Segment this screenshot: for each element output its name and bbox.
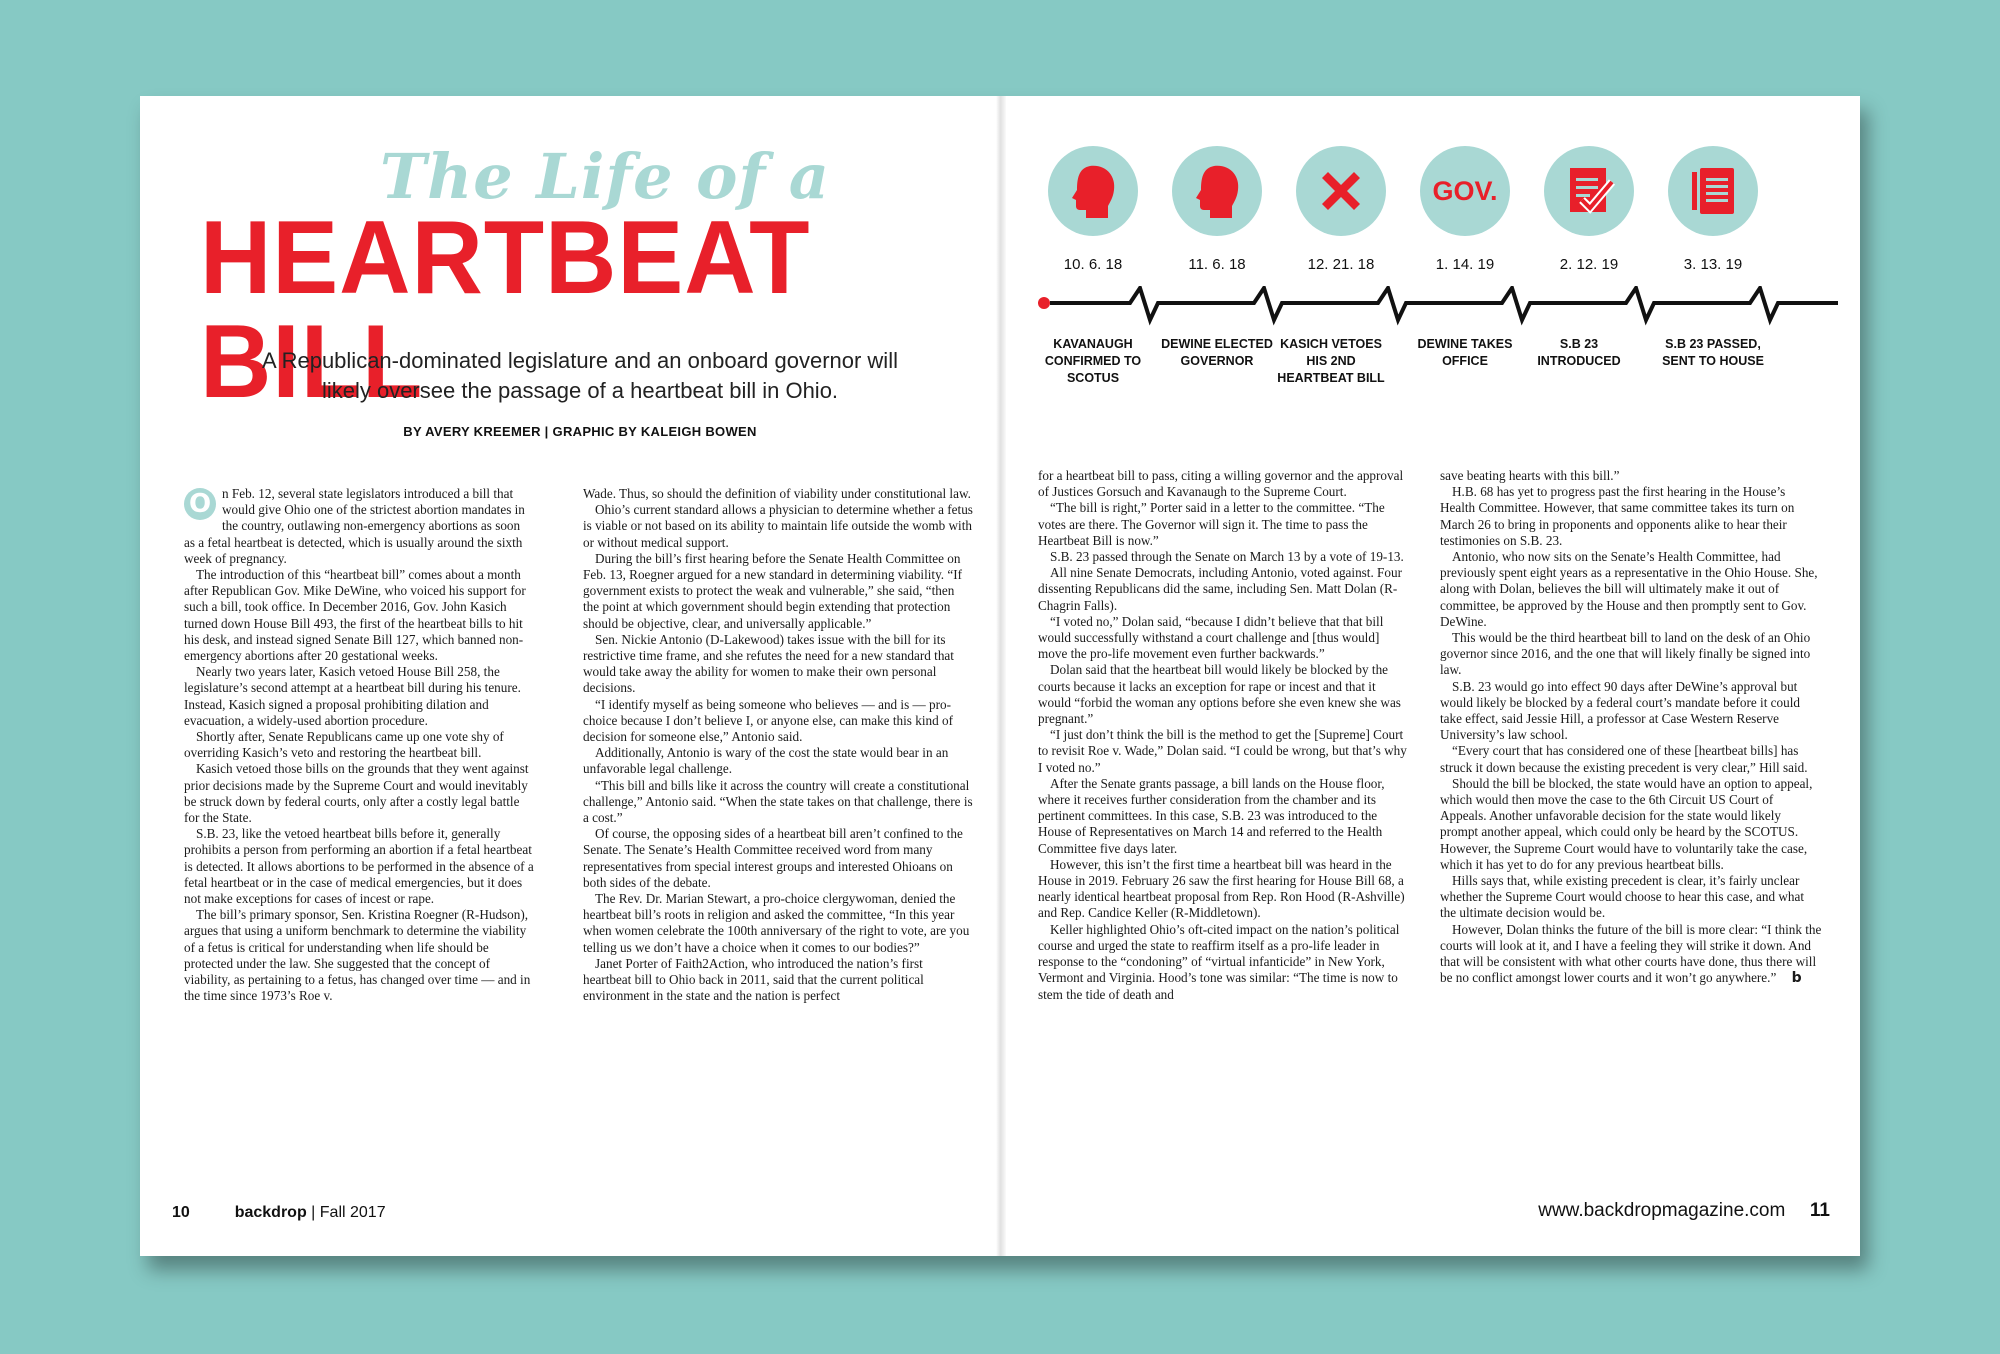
paragraph: Keller highlighted Ohio’s oft-cited impact on the nation’s political course and urged the state to reaffirm itself as a pro-life leader in response to the “condoning” of “virtual infanticide” in New York, Vermont and Virginia. Hood’s tone was similar: “The time is now to stem the tide of death and (1038, 921, 1400, 1002)
paragraph: This would be the third heartbeat bill to land on the desk of an Ohio governor since 2016, and the one that will likely finally be signed into law. (1440, 630, 1811, 678)
paragraph: However, this isn’t the first time a heartbeat bill was heard in the House in 2019. February 26 saw the first hearing for House Bill 68, a nearly identical heartbeat proposal from Rep. Ron Hood (R-Ashville) and Rep. Candice Keller (R-Middletown). (1038, 856, 1405, 921)
paragraph: “This bill and bills like it across the country will create a constitutional challenge,” Antonio said. “When the state takes on that challenge, there is a cost.” (583, 777, 973, 826)
article-column-1 (184, 486, 534, 1005)
timeline-label: KAVANAUGH CONFIRMED TO SCOTUS (1044, 337, 1142, 385)
dropcap: O (184, 488, 216, 520)
paragraph: Hills says that, while existing precedent is clear, it’s fairly unclear whether the Supreme Court would choose to hear this case, and what the ultimate decision would be. (1440, 873, 1805, 921)
article-column-2 (583, 486, 973, 1005)
paragraph: Shortly after, Senate Republicans came up one vote shy of overriding Kasich’s veto and restoring the heartbeat bill. (184, 729, 504, 761)
byline: BY AVERY KREEMER | GRAPHIC BY KALEIGH BOWEN (403, 424, 757, 439)
timeline-date: 1. 14. 19 (1435, 256, 1495, 273)
timeline-label: S.B 23 INTRODUCED (1537, 337, 1621, 368)
paragraph: During the bill’s first hearing before the Senate Health Committee on Feb. 13, Roegner argued for a new standard in determining viability. “If government exists to protect the weak and vulnerable,” she said, “then the point at which government should begin extending that protection should be objective, clear, and universally applicable.” (583, 550, 963, 631)
paragraph: Of course, the opposing sides of a heartbeat bill aren’t confined to the Senate. The Senate’s Health Committee received word from many representatives from special interest groups and interested Ohioans on both sides of the debate. (583, 826, 963, 890)
paragraph: Additionally, Antonio is wary of the cost the state would bear in an unfavorable legal challenge. (583, 745, 949, 777)
headline: HEARTBEAT BILL (200, 200, 811, 420)
paragraph: save beating hearts with this bill.” (1440, 468, 1620, 483)
magazine-name: backdrop (234, 1204, 307, 1221)
x-mark-icon (1296, 146, 1386, 236)
page-gutter (996, 96, 1006, 1256)
paragraph: for a heartbeat bill to pass, citing a willing governor and the approval of Justices Gorsuch and Kavanaugh to the Supreme Court. (1038, 468, 1404, 500)
timeline-label: KASICH VETOES HIS 2ND HEARTBEAT BILL (1277, 337, 1385, 385)
timeline-date: 3. 13. 19 (1683, 256, 1743, 273)
head-profile-icon (1048, 146, 1138, 236)
timeline-graphic (1000, 96, 1860, 416)
paragraph: The Rev. Dr. Marian Stewart, a pro-choice clergywoman, denied the heartbeat bill’s roots in religion and asked the committee, “In this year when women celebrate the 100th anniversary of the right to vote, are you telling us we don’t have a choice when it comes to our bodies?” (583, 891, 970, 955)
notepad-icon (1668, 146, 1758, 236)
paragraph: “The bill is right,” Porter said in a letter to the committee. “The votes are there. The Governor will sign it. The time to pass the Heartbeat Bill is now.” (1038, 500, 1385, 548)
paragraph: “Every court that has considered one of these [heartbeat bills] has struck it down because the existing precedent is very clear,” Hill said. (1440, 743, 1808, 775)
timeline-date: 12. 21. 18 (1307, 256, 1375, 273)
paragraph: Kasich vetoed those bills on the grounds that they went against prior decisions made by the Supreme Court and would inevitably be struck down by federal courts, only after a costly legal battle for the State. (184, 761, 529, 826)
folio-left (172, 1204, 386, 1222)
folio-right (1538, 1200, 1830, 1222)
paragraph: Dolan said that the heartbeat bill would likely be blocked by the courts because it lacks an exception for rape or incest and that it would “forbid the woman any options before she even knew she was pregnant.” (1038, 662, 1401, 727)
paragraph: S.B. 23 would go into effect 90 days after DeWine’s approval but would likely be blocked by a federal court’s mandate before it could take effect, said Jessie Hill, a professor at Case Western Reserve University’s law school. (1440, 678, 1800, 743)
paragraph: Ohio’s current standard allows a physician to determine whether a fetus is viable or not based on its ability to maintain life outside the womb with or without medical support. (583, 502, 973, 550)
paragraph: After the Senate grants passage, a bill lands on the House floor, where it receives further consideration from the chamber and its pertinent committees. In this case, S.B. 23 was introduced to the House of Representatives on March 14 and referred to the Health Committee five days later. (1038, 775, 1385, 856)
paragraph: S.B. 23 passed through the Senate on March 13 by a vote of 19-13. (1050, 549, 1404, 565)
gov-text-icon (1420, 146, 1510, 236)
page-number: 11 (1809, 1200, 1830, 1221)
paragraph: Should the bill be blocked, the state would have an option to appeal, which would then move the case to the 6th Circuit US Court of Appeals. Another unfavorable decision for the state would likely prompt another appeal, which could only be heard by the SCOTUS. However, the Supreme Court would have to voluntarily take the case, which it has yet to do for any previous heartbeat bills. (1440, 775, 1813, 872)
timeline-label: S.B 23 PASSED, SENT TO HOUSE (1662, 337, 1764, 368)
timeline-start-dot (1038, 297, 1050, 309)
paragraph: “I voted no,” Dolan said, “because I didn’t believe that that bill would successfully withstand a court challenge and [thus would] move the pro-life movement even further backwards.” (1038, 613, 1384, 662)
paragraph: H.B. 68 has yet to progress past the first hearing in the House’s Health Committee. However, that same committee takes its turn on March 26 to bring in proponents and opponents alike to hear their testimonies on S.B. 23. (1440, 484, 1795, 548)
paragraph: Wade. Thus, so should the definition of viability under constitutional law. (583, 486, 971, 501)
paragraph: Nearly two years later, Kasich vetoed House Bill 258, the legislature’s second attempt at a heartbeat bill during his tenure. Instead, Kasich signed a proposal prohibiting dilation and evacuation, a widely-used abortion procedure. (184, 664, 521, 728)
paragraph: The introduction of this “heartbeat bill” comes about a month after Republican Gov. Mike DeWine, who voiced his support for such a bill, took office. In December 2016, Gov. John Kasich turned down House Bill 493, the first of the heartbeat bills to hit his desk, and instead signed Senate Bill 127, which banned non-emergency abortions after 20 gestational weeks. (184, 567, 526, 664)
gov-text: GOV. (1432, 176, 1498, 206)
timeline-date: 2. 12. 19 (1559, 256, 1619, 273)
issue-label: | Fall 2017 (311, 1204, 386, 1221)
head-profile-icon (1172, 146, 1262, 236)
timeline-date: 10. 6. 18 (1063, 256, 1123, 273)
paragraph: The bill’s primary sponsor, Sen. Kristina Roegner (R-Hudson), argues that using a uniform benchmark to determine the viability of a fetus is critical for understanding when life should be protected under the law. She suggested that the concept of viability, as pertaining to a fetus, has changed over time — and in the time since 1973’s Roe v. (184, 907, 531, 1004)
paragraph: All nine Senate Democrats, including Antonio, voted against. Four dissenting Republicans did the same, including Sen. Matt Dolan (R-Chagrin Falls). (1038, 565, 1402, 613)
dek: A Republican-dominated legislature and an onboard governor will likely oversee the passage of a heartbeat bill in Ohio. (262, 348, 898, 403)
left-page (140, 96, 1000, 1256)
heartbeat-line (1000, 286, 1860, 336)
page-number: 10 (172, 1204, 190, 1221)
timeline-date: 11. 6. 18 (1188, 256, 1246, 273)
paragraph: “I identify myself as being someone who believes — and is — pro-choice because I don’t believe I, or anyone else, can make this kind of decision for someone else,” Antonio said. (583, 696, 953, 745)
website-url: www.backdropmagazine.com (1538, 1200, 1786, 1221)
magazine-spread (140, 96, 1860, 1256)
paragraph: S.B. 23, like the vetoed heartbeat bills before it, generally prohibits a person from performing an abortion if a fetal heartbeat is detected. It allows abortions to be performed in the absence of a fetal heartbeat or in the case of medical emergencies, but it does not make exceptions for cases of incest or rape. (184, 826, 534, 907)
paragraph: Janet Porter of Faith2Action, who introduced the nation’s first heartbeat bill to Ohio back in 2011, said that the current political environment in the state and the nation is perfect (583, 955, 924, 1004)
end-mark-icon: b (1791, 970, 1802, 987)
paragraph: However, Dolan thinks the future of the bill is more clear: “I think the courts will look at it, and I have a feeling they will strike it down. And that will be consistent with what other courts have done, thus there will be no conflict amongst lower courts and it won’t go anywhere.” b (1440, 921, 1822, 987)
kicker: The Life of a (380, 140, 830, 213)
paragraph: Antonio, who now sits on the Senate’s Health Committee, had previously spent eight years as a representative in the Ohio House. She, along with Dolan, believes the bill will ultimately make it out of committee, be approved by the House and then promptly sent to Gov. DeWine. (1440, 549, 1818, 629)
paragraph: “I just don’t think the bill is the method to get the [Supreme] Court to revisit Roe v. Wade,” Dolan said. “I could be wrong, but that’s why I voted no.” (1038, 727, 1407, 775)
timeline-label: DEWINE ELECTED GOVERNOR (1161, 337, 1273, 368)
article-column-4 (1440, 468, 1822, 987)
checklist-icon (1544, 146, 1634, 236)
paragraph: Sen. Nickie Antonio (D-Lakewood) takes issue with the bill for its restrictive time frame, and she refutes the need for a new standard that would take away the ability for women to make their own personal decisions. (583, 631, 954, 696)
paragraph: O n Feb. 12, several state legislators introduced a bill that would give Ohio one of the strictest abortion mandates in the country, outlawing non-emergency abortions as soon as a fetal heartbeat is detected, which is usually around the sixth week of pregnancy. (184, 486, 525, 566)
timeline-label: DEWINE TAKES OFFICE (1417, 337, 1513, 368)
right-page (1000, 96, 1860, 1256)
article-column-3 (1038, 468, 1410, 1003)
